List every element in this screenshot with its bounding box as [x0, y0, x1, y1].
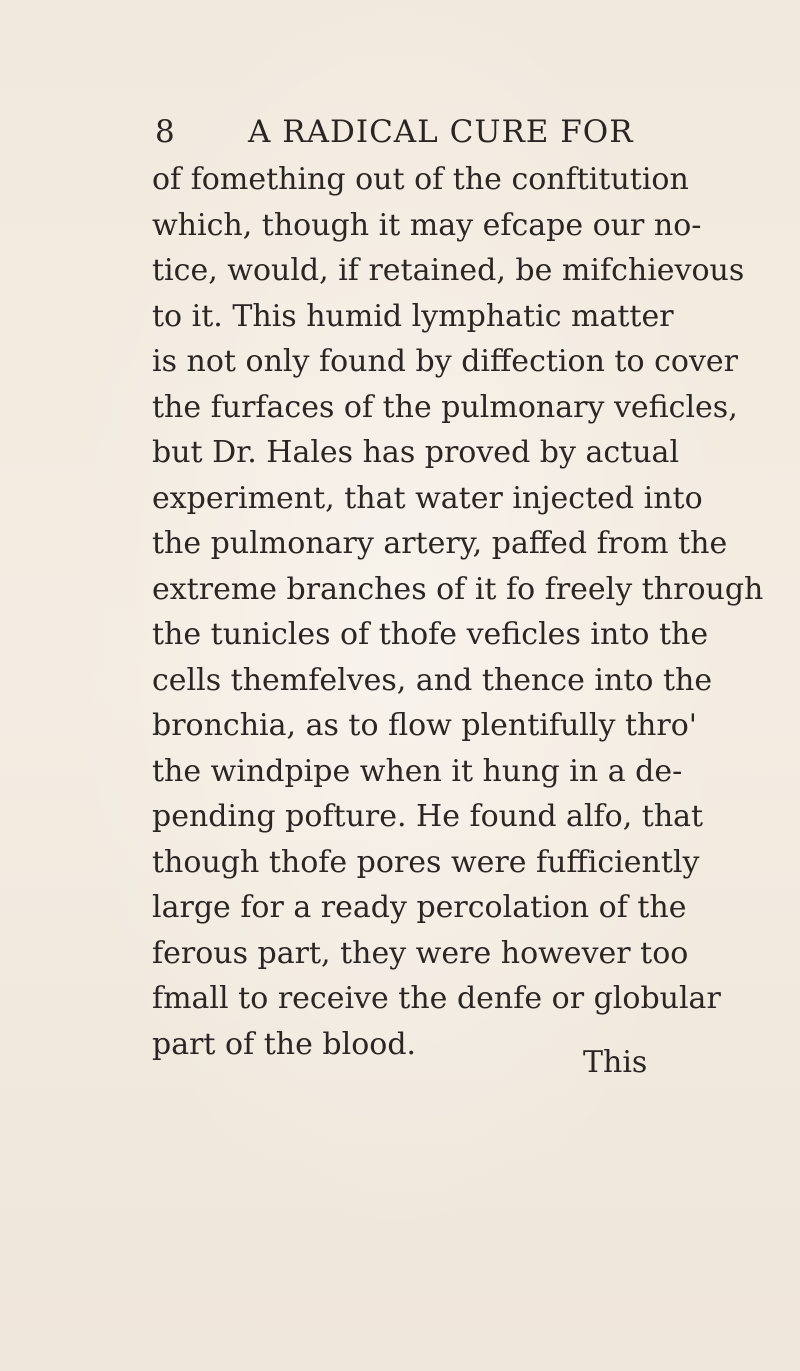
page-number: 8 — [155, 114, 176, 150]
text-line: of fomething out of the conftitution — [152, 162, 689, 197]
text-line: the furfaces of the pulmonary veficles, — [152, 389, 738, 425]
text-line: extreme branches of it fo freely through — [152, 571, 764, 607]
text-line: to it. This humid lymphatic matter — [152, 298, 674, 334]
text-line: the pulmonary artery, paffed from the — [152, 526, 728, 561]
running-title: A RADICAL CURE FOR — [248, 114, 634, 150]
page-header — [155, 107, 675, 157]
text-line: bronchia, as to flow plentifully thro' — [152, 708, 698, 743]
text-line: large for a ready percolation of the — [152, 890, 687, 925]
text-line: ferous part, they were however too — [152, 935, 689, 971]
text-line: though thofe pores were fufficiently — [152, 844, 700, 880]
text-line: which, though it may efcape our no- — [152, 207, 702, 243]
body-text — [152, 157, 764, 1067]
catchword: This — [583, 1045, 648, 1080]
text-line: but Dr. Hales has proved by actual — [152, 435, 680, 470]
text-line: part of the blood. — [152, 1026, 417, 1062]
text-line: is not only found by diffection to cover — [152, 344, 738, 379]
text-line: the windpipe when it hung in a de- — [152, 753, 683, 789]
text-line: the tunicles of thofe veficles into the — [152, 617, 709, 652]
text-line: fmall to receive the denfe or globular — [152, 981, 721, 1016]
text-line: pending pofture. He found alfo, that — [152, 799, 704, 834]
text-line: cells themfelves, and thence into the — [152, 662, 713, 698]
text-line: tice, would, if retained, be mifchievous — [152, 253, 745, 288]
text-line: experiment, that water injected into — [152, 480, 703, 516]
